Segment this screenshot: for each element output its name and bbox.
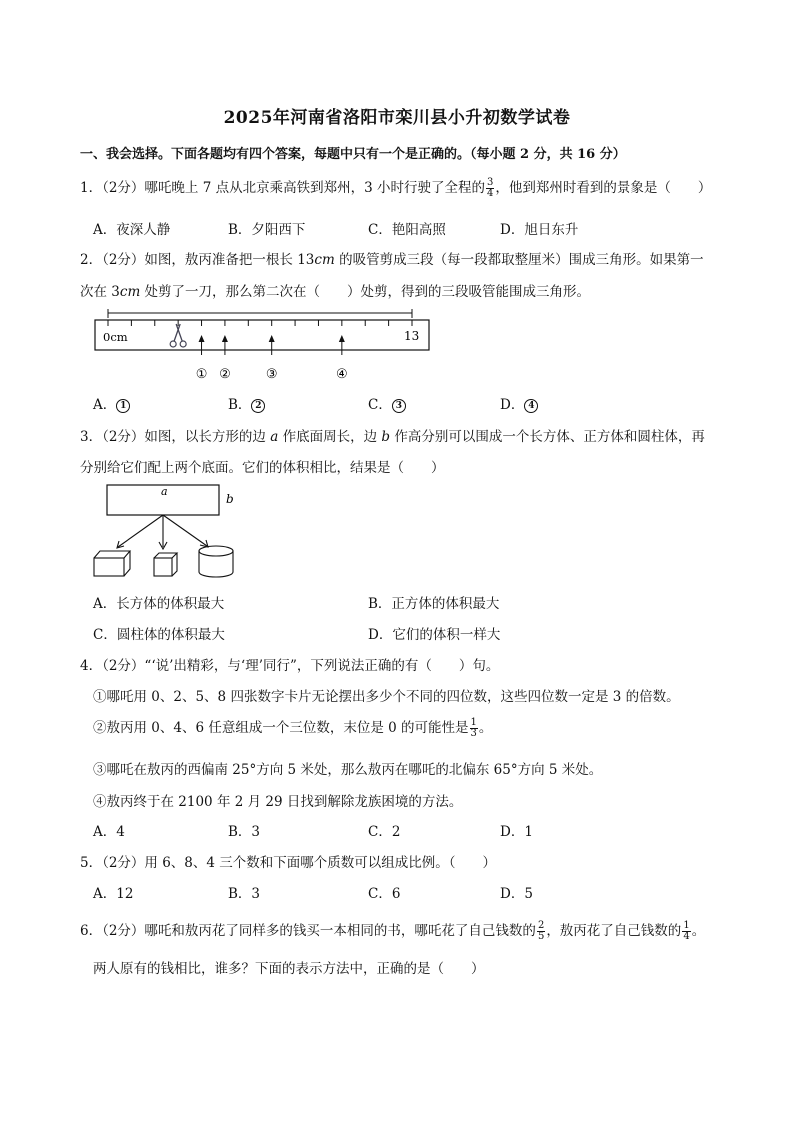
q3-option-b[interactable]: B．正方体的体积最大: [368, 596, 500, 612]
q4-statement-3: ③哪吒在敖丙的西偏南 25°方向 5 米处，那么敖丙在哪吒的北偏东 65°方向 5 米处。: [93, 762, 603, 778]
section-1-heading: 一、我会选择。下面各题均有四个答案，每题中只有一个是正确的。（每小题 2 分，共 16 分）: [80, 147, 626, 162]
q5-option-a[interactable]: A．12: [93, 886, 134, 902]
question-5-stem: 5．（2分）用 6、8、4 三个数和下面哪个质数可以组成比例。（ ）: [80, 855, 497, 871]
ruler-end-label: 13: [404, 329, 420, 343]
q4-statement-4: ④敖丙终于在 2100 年 2 月 29 日找到解除龙族困境的方法。: [93, 794, 463, 810]
q4-option-b[interactable]: B．3: [228, 824, 261, 840]
cut-arrow-label: ④: [336, 367, 348, 382]
cut-arrow-label: ②: [219, 367, 231, 382]
q4-option-a[interactable]: A．4: [93, 824, 125, 840]
cylinder-icon: [199, 546, 233, 577]
q4-statement-1: ①哪吒用 0、2、5、8 四张数字卡片无论摆出多少个不同的四位数，这些四位数一定是 3 的倍数。: [93, 689, 680, 705]
rectangle-label-a: a: [161, 485, 168, 498]
q5-option-c[interactable]: C．6: [368, 886, 401, 902]
q1-option-d[interactable]: D．旭日东升: [500, 222, 579, 238]
cut-arrow-label: ①: [195, 367, 208, 382]
q2-option-b[interactable]: B． 2: [228, 393, 265, 413]
cuboid-icon: [94, 551, 130, 576]
fraction: $\frac{3}{4}$: [486, 177, 494, 199]
question-3-stem-line-2: 分别给它们配上两个底面。它们的体积相比，结果是（ ）: [80, 460, 445, 476]
q3-option-c[interactable]: C．圆柱体的体积最大: [93, 627, 225, 643]
fraction: $\frac{1}{4}$: [683, 920, 690, 942]
q2-option-d[interactable]: D． 4: [500, 393, 538, 413]
q4-option-d[interactable]: D．1: [500, 824, 533, 840]
fraction: $\frac{2}{5}$: [537, 920, 545, 942]
q1-option-a[interactable]: A．夜深人静: [93, 222, 171, 238]
ruler-start-label: 0cm: [103, 330, 128, 344]
cube-icon: [154, 553, 177, 576]
q3-option-d[interactable]: D．它们的体积一样大: [368, 627, 501, 643]
q2-option-a[interactable]: A． 1: [93, 393, 130, 413]
q4-option-c[interactable]: C．2: [368, 824, 401, 840]
question-6-stem-line-2: 两人原有的钱相比，谁多？下面的表示方法中，正确的是（ ）: [93, 961, 485, 977]
exam-title: 2025年河南省洛阳市栾川县小升初数学试卷: [223, 108, 571, 128]
q5-option-b[interactable]: B．3: [228, 886, 261, 902]
q2-option-c[interactable]: C． 3: [368, 393, 406, 413]
question-2-stem-line-2: 次在 3cm 处剪了一刀，那么第二次在（ ）处剪，得到的三段吸管能围成三角形。: [80, 284, 591, 300]
question-3-stem-line-1: 3．（2分）如图，以长方形的边 a 作底面周长，边 b 作高分别可以围成一个长方体、正方体和圆柱体，再: [80, 429, 705, 445]
q5-option-d[interactable]: D．5: [500, 886, 533, 902]
question-2-stem-line-1: 2．（2分）如图，敖丙准备把一根长 13cm 的吸管剪成三段（每一段都取整厘米）围成三角形。如果第一: [80, 252, 704, 268]
arrows: [117, 515, 208, 549]
q1-option-c[interactable]: C．艳阳高照: [368, 222, 446, 238]
q4-statement-2: ②敖丙用 0、4、6 任意组成一个三位数，末位是 0 的可能性是 $\frac{1}{3}$ 。: [93, 717, 493, 739]
question-6-stem-line-1: 6．（2分）哪吒和敖丙花了同样多的钱买一本相同的书，哪吒花了自己钱数的 $\frac{2}{5}$ ，敖丙花了自己钱数的 $\frac{1}{4}$ 。: [80, 920, 706, 942]
cut-arrow-label: ③: [265, 367, 278, 382]
rectangle-label-b: b: [226, 492, 234, 506]
q1-option-b[interactable]: B．夕阳西下: [228, 222, 306, 238]
question-1-stem: 1．（2分）哪吒晚上 7 点从北京乘高铁到郑州，3 小时行驶了全程的 $\frac{3}{4}$ ，他到郑州时看到的景象是（ ）: [80, 177, 712, 199]
question-4-stem: 4．（2分）“‘说’出精彩，与‘理’同行”，下列说法正确的有（ ）句。: [80, 658, 500, 674]
fraction: $\frac{1}{3}$: [470, 717, 477, 739]
q3-option-a[interactable]: A．长方体的体积最大: [93, 596, 225, 612]
